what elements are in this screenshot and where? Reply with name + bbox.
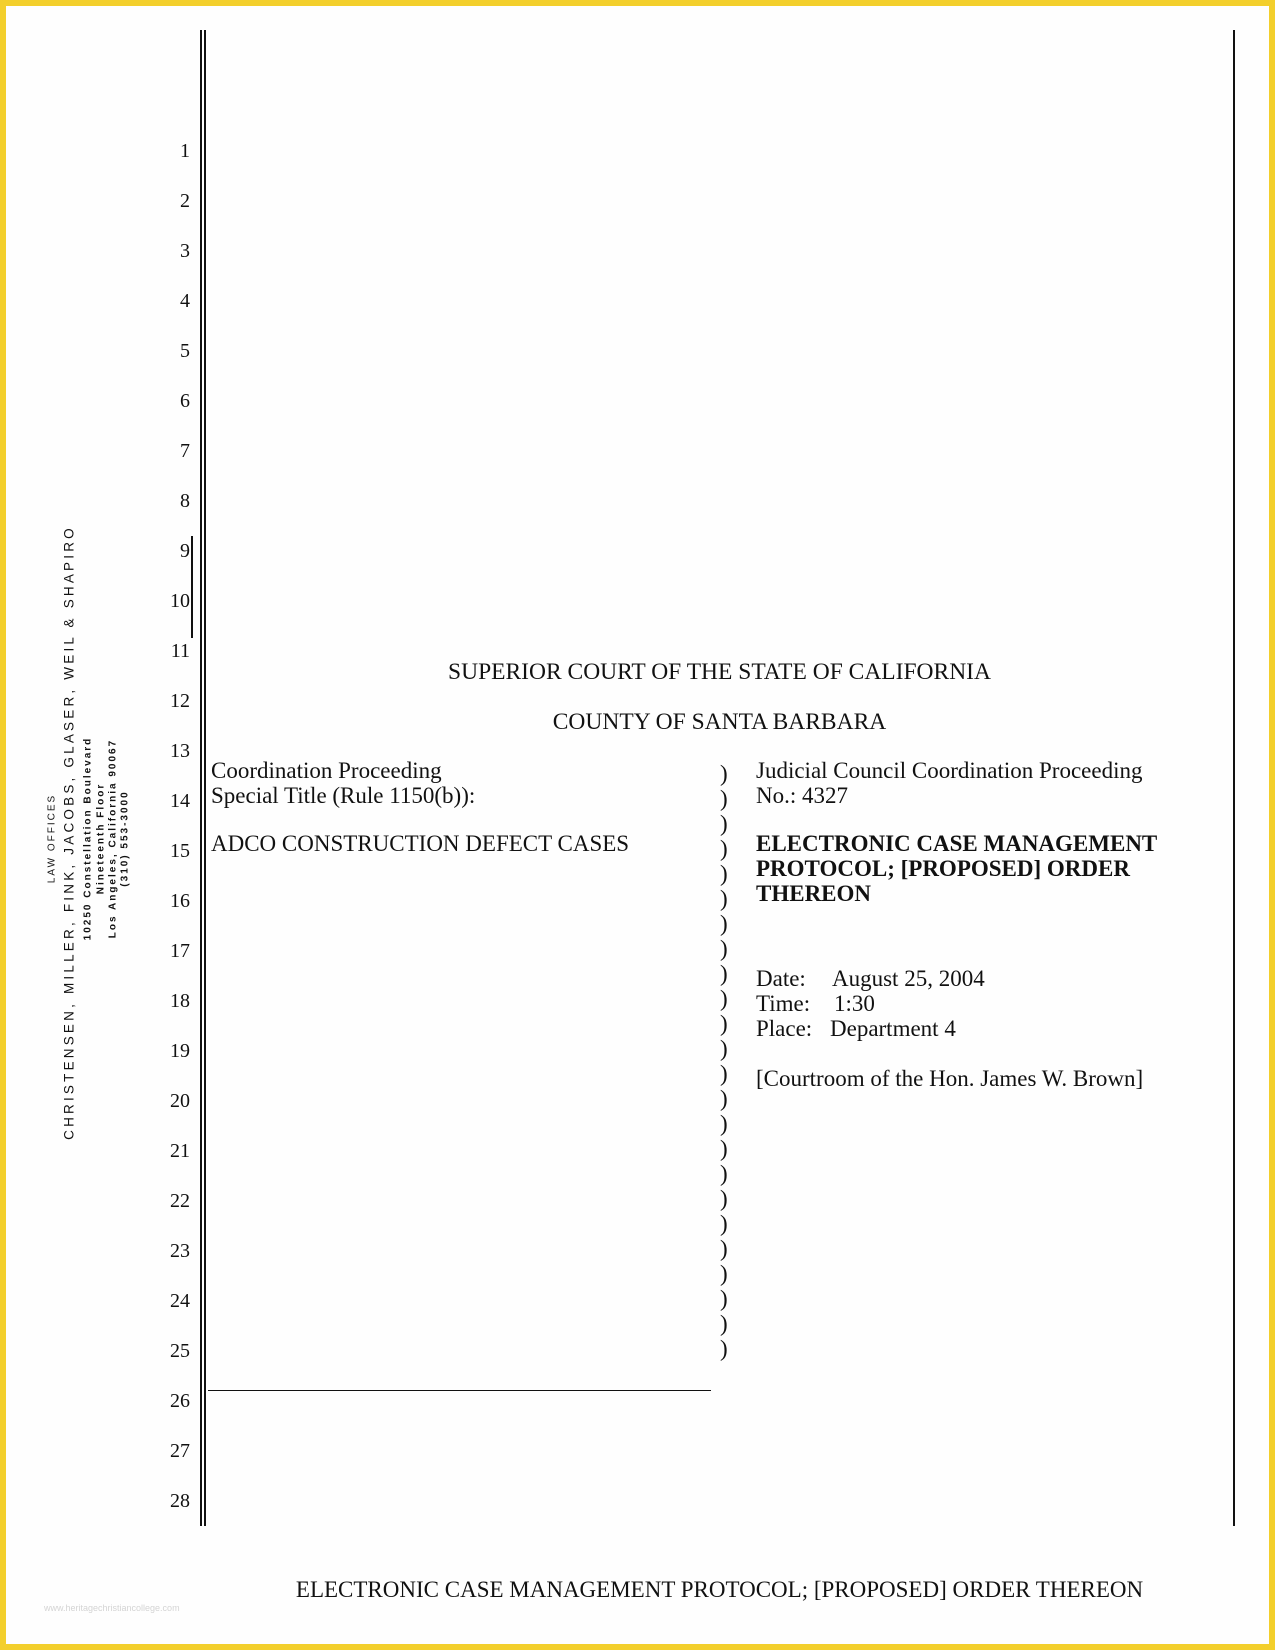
line-number: 16	[170, 890, 190, 912]
line-number: 7	[180, 440, 190, 462]
document-title-line-3: THEREON	[756, 881, 872, 906]
caption-paren: )	[720, 1136, 728, 1161]
caption-paren: )	[720, 1036, 728, 1061]
line-number: 2	[180, 190, 190, 212]
caption-paren: )	[720, 861, 728, 886]
line-number: 21	[170, 1140, 190, 1162]
caption-coordination-proceeding: Coordination Proceeding	[211, 758, 442, 783]
caption-paren: )	[720, 1286, 728, 1311]
line-number: 3	[180, 240, 190, 262]
firm-label: LAW OFFICES	[46, 793, 58, 884]
caption-paren: )	[720, 1061, 728, 1086]
caption-paren: )	[720, 911, 728, 936]
footer-title: ELECTRONIC CASE MANAGEMENT PROTOCOL; [PROPOSED] ORDER THEREON	[295, 1577, 1144, 1602]
left-margin-rule-inner	[204, 30, 206, 1526]
line-number: 4	[180, 290, 190, 312]
line-number: 12	[170, 690, 190, 712]
line-number: 27	[170, 1440, 190, 1462]
caption-paren: )	[720, 986, 728, 1011]
line-number: 11	[170, 640, 190, 662]
caption-paren: )	[720, 1336, 728, 1361]
caption-paren: )	[720, 761, 728, 786]
caption-paren: )	[720, 961, 728, 986]
courtroom-note: [Courtroom of the Hon. James W. Brown]	[756, 1066, 1144, 1091]
case-number: No.: 4327	[756, 783, 848, 808]
line-number: 10	[170, 590, 190, 612]
line-number: 19	[170, 1040, 190, 1062]
line-number: 20	[170, 1090, 190, 1112]
hearing-place: Department 4	[830, 1016, 956, 1041]
court-title: SUPERIOR COURT OF THE STATE OF CALIFORNIA	[448, 659, 991, 685]
caption-paren: )	[720, 836, 728, 861]
caption-special-title: Special Title (Rule 1150(b)):	[211, 783, 476, 808]
hearing-date: August 25, 2004	[832, 966, 985, 991]
line-number: 28	[170, 1490, 190, 1512]
left-margin-rule-outer	[200, 30, 202, 1526]
line-number: 6	[180, 390, 190, 412]
caption-paren: )	[720, 1211, 728, 1236]
right-margin-rule	[1233, 30, 1235, 1526]
pleading-page	[6, 6, 1269, 1644]
caption-paren: )	[720, 1161, 728, 1186]
line-number: 24	[170, 1290, 190, 1312]
line-number: 25	[170, 1340, 190, 1362]
line-number: 17	[170, 940, 190, 962]
line-number: 18	[170, 990, 190, 1012]
line-number: 1	[180, 140, 190, 162]
caption-paren: )	[720, 1236, 728, 1261]
hearing-time: 1:30	[834, 991, 875, 1016]
caption-paren: )	[720, 1311, 728, 1336]
firm-address-3: Los Angeles, California 90067	[107, 738, 119, 939]
line-number: 26	[170, 1390, 190, 1412]
firm-address-1: 10250 Constellation Boulevard	[82, 736, 94, 941]
line-number: 23	[170, 1240, 190, 1262]
caption-paren: )	[720, 1086, 728, 1111]
line-number: 8	[180, 490, 190, 512]
document-title-line-2: PROTOCOL; [PROPOSED] ORDER	[756, 856, 1130, 881]
caption-paren: )	[720, 1186, 728, 1211]
case-name: ADCO CONSTRUCTION DEFECT CASES	[211, 831, 630, 856]
document-title-line-1: ELECTRONIC CASE MANAGEMENT	[756, 831, 1158, 856]
court-county: COUNTY OF SANTA BARBARA	[552, 709, 887, 735]
line-number: 13	[170, 740, 190, 762]
line-number: 22	[170, 1190, 190, 1212]
caption-paren: )	[720, 786, 728, 811]
firm-address-2: Nineteenth Floor	[95, 782, 107, 895]
line-number: 9	[180, 540, 190, 562]
line-number: 15	[170, 840, 190, 862]
line-number: 14	[170, 790, 190, 812]
caption-paren: )	[720, 936, 728, 961]
caption-paren: )	[720, 1261, 728, 1286]
caption-paren: )	[720, 1011, 728, 1036]
hearing-time-label: Time:	[756, 991, 811, 1016]
caption-bottom-rule	[208, 1390, 711, 1391]
hearing-place-label: Place:	[756, 1016, 813, 1041]
hearing-date-label: Date:	[756, 966, 806, 991]
watermark: www.heritagechristiancollege.com	[44, 1603, 180, 1613]
caption-paren: )	[720, 886, 728, 911]
firm-phone: (310) 553-3000	[119, 790, 131, 887]
firm-name: CHRISTENSEN, MILLER, FINK, JACOBS, GLASER, WEIL & SHAPIRO	[61, 525, 77, 1140]
revision-bar	[191, 536, 193, 638]
caption-paren: )	[720, 1111, 728, 1136]
line-number: 5	[180, 340, 190, 362]
jccp-label: Judicial Council Coordination Proceeding	[756, 758, 1143, 783]
caption-paren: )	[720, 811, 728, 836]
